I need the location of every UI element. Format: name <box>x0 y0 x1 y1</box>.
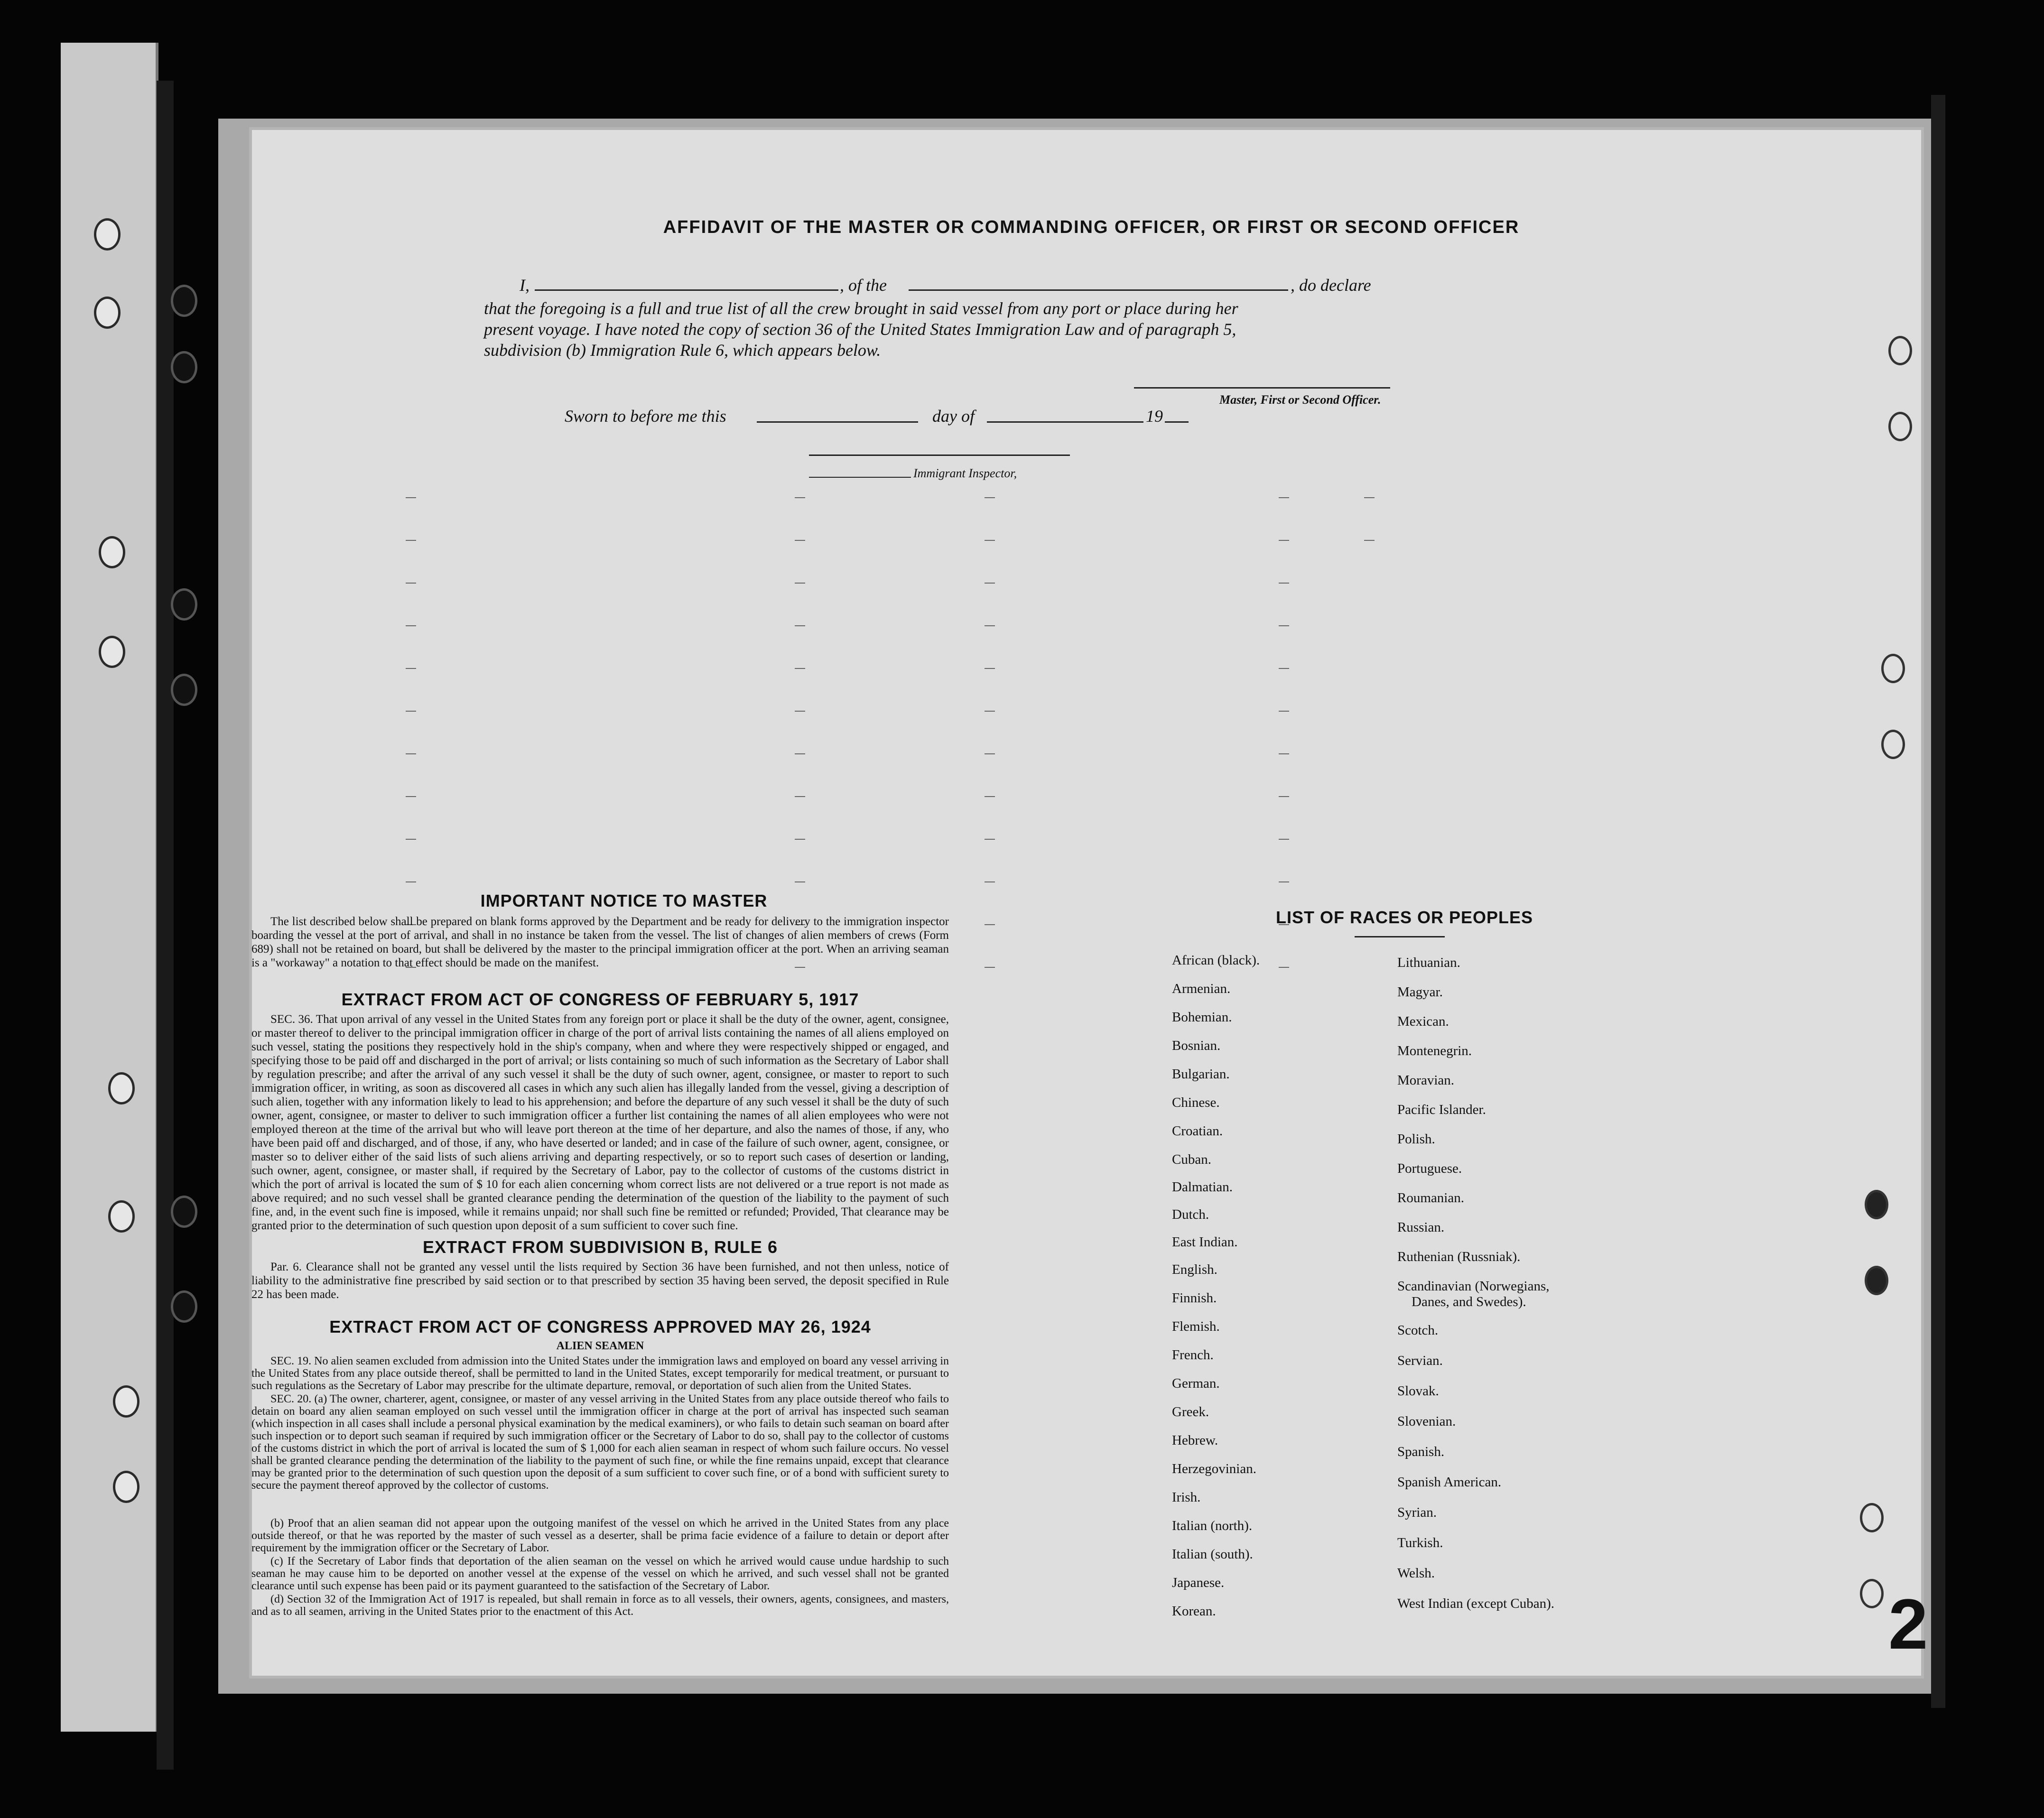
race-item: Herzegovinian. <box>1172 1461 1256 1476</box>
race-item: West Indian (except Cuban). <box>1397 1596 1555 1611</box>
punch-hole-icon <box>1888 336 1912 365</box>
binding-strip <box>61 43 158 1732</box>
extract-1924-sec20b: (b) Proof that an alien seaman did not appear upon the outgoing manifest of the vessel on which he arrived in the United States from any place outside thereof, or that he was reported by the master of such vessel as a deserter, shall be prima facie evidence of a failure to detain or deport after requirement by the immigration officer or the Secretary of Labor. <box>251 1517 949 1554</box>
sworn-day-blank[interactable] <box>757 421 918 423</box>
punch-hole-icon <box>113 1471 139 1503</box>
race-item: Polish. <box>1397 1132 1435 1147</box>
affidavit-line-4: subdivision (b) Immigration Rule 6, which appears below. <box>484 341 881 360</box>
race-item: Danes, and Swedes). <box>1412 1294 1526 1309</box>
punch-hole-icon <box>99 636 125 668</box>
punch-hole-icon <box>99 536 125 568</box>
races-title-underline <box>1355 936 1445 937</box>
race-item: Roumanian. <box>1397 1190 1464 1206</box>
race-item: Portuguese. <box>1397 1161 1462 1176</box>
ring-icon <box>171 1290 197 1323</box>
race-item: Italian (south). <box>1172 1547 1253 1562</box>
rule-6-title: EXTRACT FROM SUBDIVISION B, RULE 6 <box>422 1237 778 1257</box>
extract-1917-title: EXTRACT FROM ACT OF CONGRESS OF FEBRUARY 5, 1917 <box>341 990 859 1009</box>
race-item: Lithuanian. <box>1397 955 1460 970</box>
punch-hole-icon <box>1865 1266 1888 1295</box>
race-item: Scotch. <box>1397 1323 1439 1338</box>
punch-hole-icon <box>1860 1503 1884 1532</box>
race-item: Greek. <box>1172 1404 1209 1419</box>
extract-1917-body: SEC. 36. That upon arrival of any vessel in the United States from any foreign port or place it shall be the duty of the owner, agent, consignee, or master thereof to deliver to the principal immigration officer in charge of the port of arrival lists containing the names of all aliens employed on such vessel, stating the positions they respectively hold in the ship's company, when and where they were respectively shipped or engaged, and specifying those to be paid off and discharged in the port of arrival; or lists containing so much of such information as the Secretary of Labor shall by regulation prescribe; and after the arrival of any such vessel it shall be the duty of such owner, agent, consignee, or master to report to such immigration officer, in writing, as soon as discovered all cases in which any such alien has illegally landed from the vessel, giving a description of such alien, together with any information likely to lead to his apprehension; and before the departure of any such vessel it shall be the duty of such owner, agent, consignee, or master to deliver to such immigration officer a further list containing the names of all alien employees who were not employed thereon at the time of the arrival but who will leave port thereon at the time of her departure, and also the names of those, if any, who have been paid off and discharged, and of those, if any, who have deserted or landed; and in case of the failure of such owner, agent, consignee, or master so to deliver either of the said lists of such aliens arriving and departing respectively, or so to report such cases of desertion or landing, such owner, agent, consignee, or master shall, if required by the Secretary of Labor, pay to the collector of customs of the customs district in which the port of arrival is located the sum of $ 10 for each alien concerning whom correct lists are not delivered or a true report is not made as above required; and no such vessel shall be granted clearance pending the determination of the question of the liability to the payment of such fine, and, in the event such fine is imposed, while it remains unpaid; nor shall such fine be remitted or refunded; Provided, That clearance may be granted prior to the determination of such question upon deposit of a sum sufficient to cover such fine. <box>251 1013 949 1232</box>
race-item: Dalmatian. <box>1172 1179 1233 1195</box>
master-signature-line[interactable] <box>1134 387 1390 389</box>
race-item: Hebrew. <box>1172 1433 1218 1448</box>
notice-body: The list described below shall be prepared on blank forms approved by the Department and be ready for delivery to the immigration inspector boarding the vessel at the port of arrival, and shall in no instance be taken from the vessel. The list of changes of alien members of crews (Form 689) shall not be retained on board, but shall be delivered by the master to the principal immigration officer at the port. When an arriving seaman is a "workaway" a notation to that effect should be made on the manifest. <box>251 915 949 969</box>
race-item: Slovak. <box>1397 1383 1439 1399</box>
frame-edge <box>1931 95 1945 1708</box>
race-item: Bohemian. <box>1172 1010 1232 1025</box>
punch-hole-icon <box>1865 1190 1888 1219</box>
sworn-label: Sworn to before me this <box>565 407 726 426</box>
document-sheet <box>249 127 1928 1679</box>
race-item: Cuban. <box>1172 1152 1211 1167</box>
race-item: French. <box>1172 1347 1214 1363</box>
punch-hole-icon <box>1888 412 1912 441</box>
race-item: Spanish American. <box>1397 1475 1502 1490</box>
punch-hole-icon <box>94 218 121 250</box>
race-item: Mexican. <box>1397 1014 1449 1029</box>
rule-6-body: Par. 6. Clearance shall not be granted any vessel until the lists required by Section 36 have been furnished, and not then unless, notice of liability to the administrative fine prescribed by said section or to that prescribed by section 35 having been served, the deposit specified in Rule 22 has been made. <box>251 1261 949 1301</box>
race-item: African (black). <box>1172 953 1260 968</box>
ring-icon <box>171 351 197 383</box>
punch-hole-icon <box>1860 1579 1884 1608</box>
race-item: Syrian. <box>1397 1505 1437 1520</box>
race-item: English. <box>1172 1262 1217 1277</box>
race-item: Pacific Islander. <box>1397 1102 1486 1117</box>
race-item: Korean. <box>1172 1604 1216 1619</box>
race-item: Chinese. <box>1172 1095 1220 1110</box>
race-item: Moravian. <box>1397 1073 1454 1088</box>
extract-1924-subtitle: ALIEN SEAMEN <box>556 1340 644 1352</box>
extract-1924-sec20d: (d) Section 32 of the Immigration Act of 1917 is repealed, but shall remain in force as to all vessels, their owners, agents, consignees, and masters, and as to all seamen, arriving in the United States prior to the enactment of this Act. <box>251 1593 949 1618</box>
master-signature-label: Master, First or Second Officer. <box>1219 393 1381 407</box>
extract-1924-sec20a: SEC. 20. (a) The owner, charterer, agent, consignee, or master of any vessel arriving in the United States from any place outside thereof who fails to detain on board any alien seaman employed on such vessel until the immigration officer in charge at the port of arrival has inspected such seaman (which inspection in all cases shall include a personal physical examination by the medical examiners), or who fails to detain such seaman on board after such inspection or to deport such seaman if required by such immigration officer or the Secretary of Labor to do so, shall pay to the collector of customs of the customs district in which the port of arrival is located the sum of $ 1,000 for each alien seaman in respect of whom such failure occurs. No vessel shall be granted clearance pending the determination of the liability to the payment of such fine, or while the fine remains unpaid, except that clearance may be granted prior to the determination of such question upon the deposit of a sum sufficient to cover such fine, or of a bond with sufficient surety to secure the payment thereof approved by the collector of customs. <box>251 1393 949 1492</box>
affidavit-line-2: that the foregoing is a full and true list of all the crew brought in said vessel from any port or place during her <box>484 299 1238 318</box>
ring-icon <box>171 285 197 317</box>
race-item: Welsh. <box>1397 1566 1435 1581</box>
race-item: Slovenian. <box>1397 1414 1456 1429</box>
race-item: Bulgarian. <box>1172 1067 1230 1082</box>
race-item: Flemish. <box>1172 1319 1220 1334</box>
race-item: Dutch. <box>1172 1207 1209 1222</box>
race-item: East Indian. <box>1172 1234 1238 1250</box>
race-item: Russian. <box>1397 1220 1445 1235</box>
race-item: Servian. <box>1397 1353 1443 1368</box>
race-item: Italian (north). <box>1172 1518 1253 1533</box>
binder-rings <box>171 266 195 1499</box>
ring-icon <box>171 1196 197 1228</box>
race-item: Montenegrin. <box>1397 1043 1472 1058</box>
race-item: Scandinavian (Norwegians, <box>1397 1279 1550 1294</box>
race-item: German. <box>1172 1376 1220 1391</box>
race-item: Ruthenian (Russniak). <box>1397 1249 1521 1264</box>
of-the-label: , of the <box>840 276 887 295</box>
race-item: Bosnian. <box>1172 1038 1221 1053</box>
notice-title: IMPORTANT NOTICE TO MASTER <box>480 891 768 910</box>
race-item: Croatian. <box>1172 1123 1223 1139</box>
year-prefix: 19 <box>1146 407 1163 426</box>
affidavit-line-3: present voyage. I have noted the copy of section 36 of the United States Immigration Law and of paragraph 5, <box>484 320 1236 339</box>
punch-hole-icon <box>1881 654 1905 683</box>
punch-hole-icon <box>113 1385 139 1418</box>
name-blank[interactable] <box>535 289 838 291</box>
race-item: Finnish. <box>1172 1290 1217 1306</box>
race-item: Turkish. <box>1397 1535 1443 1550</box>
race-item: Armenian. <box>1172 981 1231 996</box>
extract-1924-sec20c: (c) If the Secretary of Labor finds that deportation of the alien seaman on the vessel on which he arrived would cause undue hardship to such seaman he may cause him to be deported on another vessel at the expense of the vessel on which he arrived, and such vessel shall not be granted clearance until such expense has been paid or its payment guaranteed to the satisfaction of the Secretary of Labor. <box>251 1555 949 1592</box>
do-declare-label: , do declare <box>1291 276 1371 295</box>
sworn-year-blank[interactable] <box>1165 421 1189 423</box>
race-item: Irish. <box>1172 1490 1201 1505</box>
punch-hole-icon <box>94 297 121 329</box>
punch-hole-icon <box>108 1200 135 1233</box>
punch-hole-icon <box>108 1072 135 1104</box>
races-title: LIST OF RACES OR PEOPLES <box>1275 908 1533 927</box>
day-of-label: day of <box>932 407 975 426</box>
inspector-lead-line <box>809 477 911 478</box>
inspector-signature-line[interactable] <box>809 454 1070 456</box>
ring-icon <box>171 588 197 621</box>
sworn-month-blank[interactable] <box>987 421 1143 423</box>
race-item: Spanish. <box>1397 1444 1445 1459</box>
page-number: 2 <box>1888 1584 1928 1664</box>
extract-1924-sec19: SEC. 19. No alien seamen excluded from admission into the United States under the immigration laws and employed on board any vessel arriving in the United States from any place outside thereof, shall be permitted to land in the United States, except temporarily for medical treatment, or pursuant to such regulations as the Secretary of Labor may prescribe for the ultimate departure, removal, or deportation of such alien from the United States. <box>251 1355 949 1392</box>
affidavit-i-label: I, <box>520 276 530 295</box>
punch-hole-icon <box>1881 730 1905 759</box>
vessel-blank[interactable] <box>909 289 1288 291</box>
race-item: Magyar. <box>1397 984 1443 1000</box>
race-item: Japanese. <box>1172 1575 1225 1590</box>
ring-icon <box>171 674 197 706</box>
affidavit-title: AFFIDAVIT OF THE MASTER OR COMMANDING OFFICER, OR FIRST OR SECOND OFFICER <box>663 217 1520 237</box>
inspector-label: Immigrant Inspector, <box>913 466 1017 480</box>
extract-1924-title: EXTRACT FROM ACT OF CONGRESS APPROVED MAY 26, 1924 <box>329 1317 871 1336</box>
